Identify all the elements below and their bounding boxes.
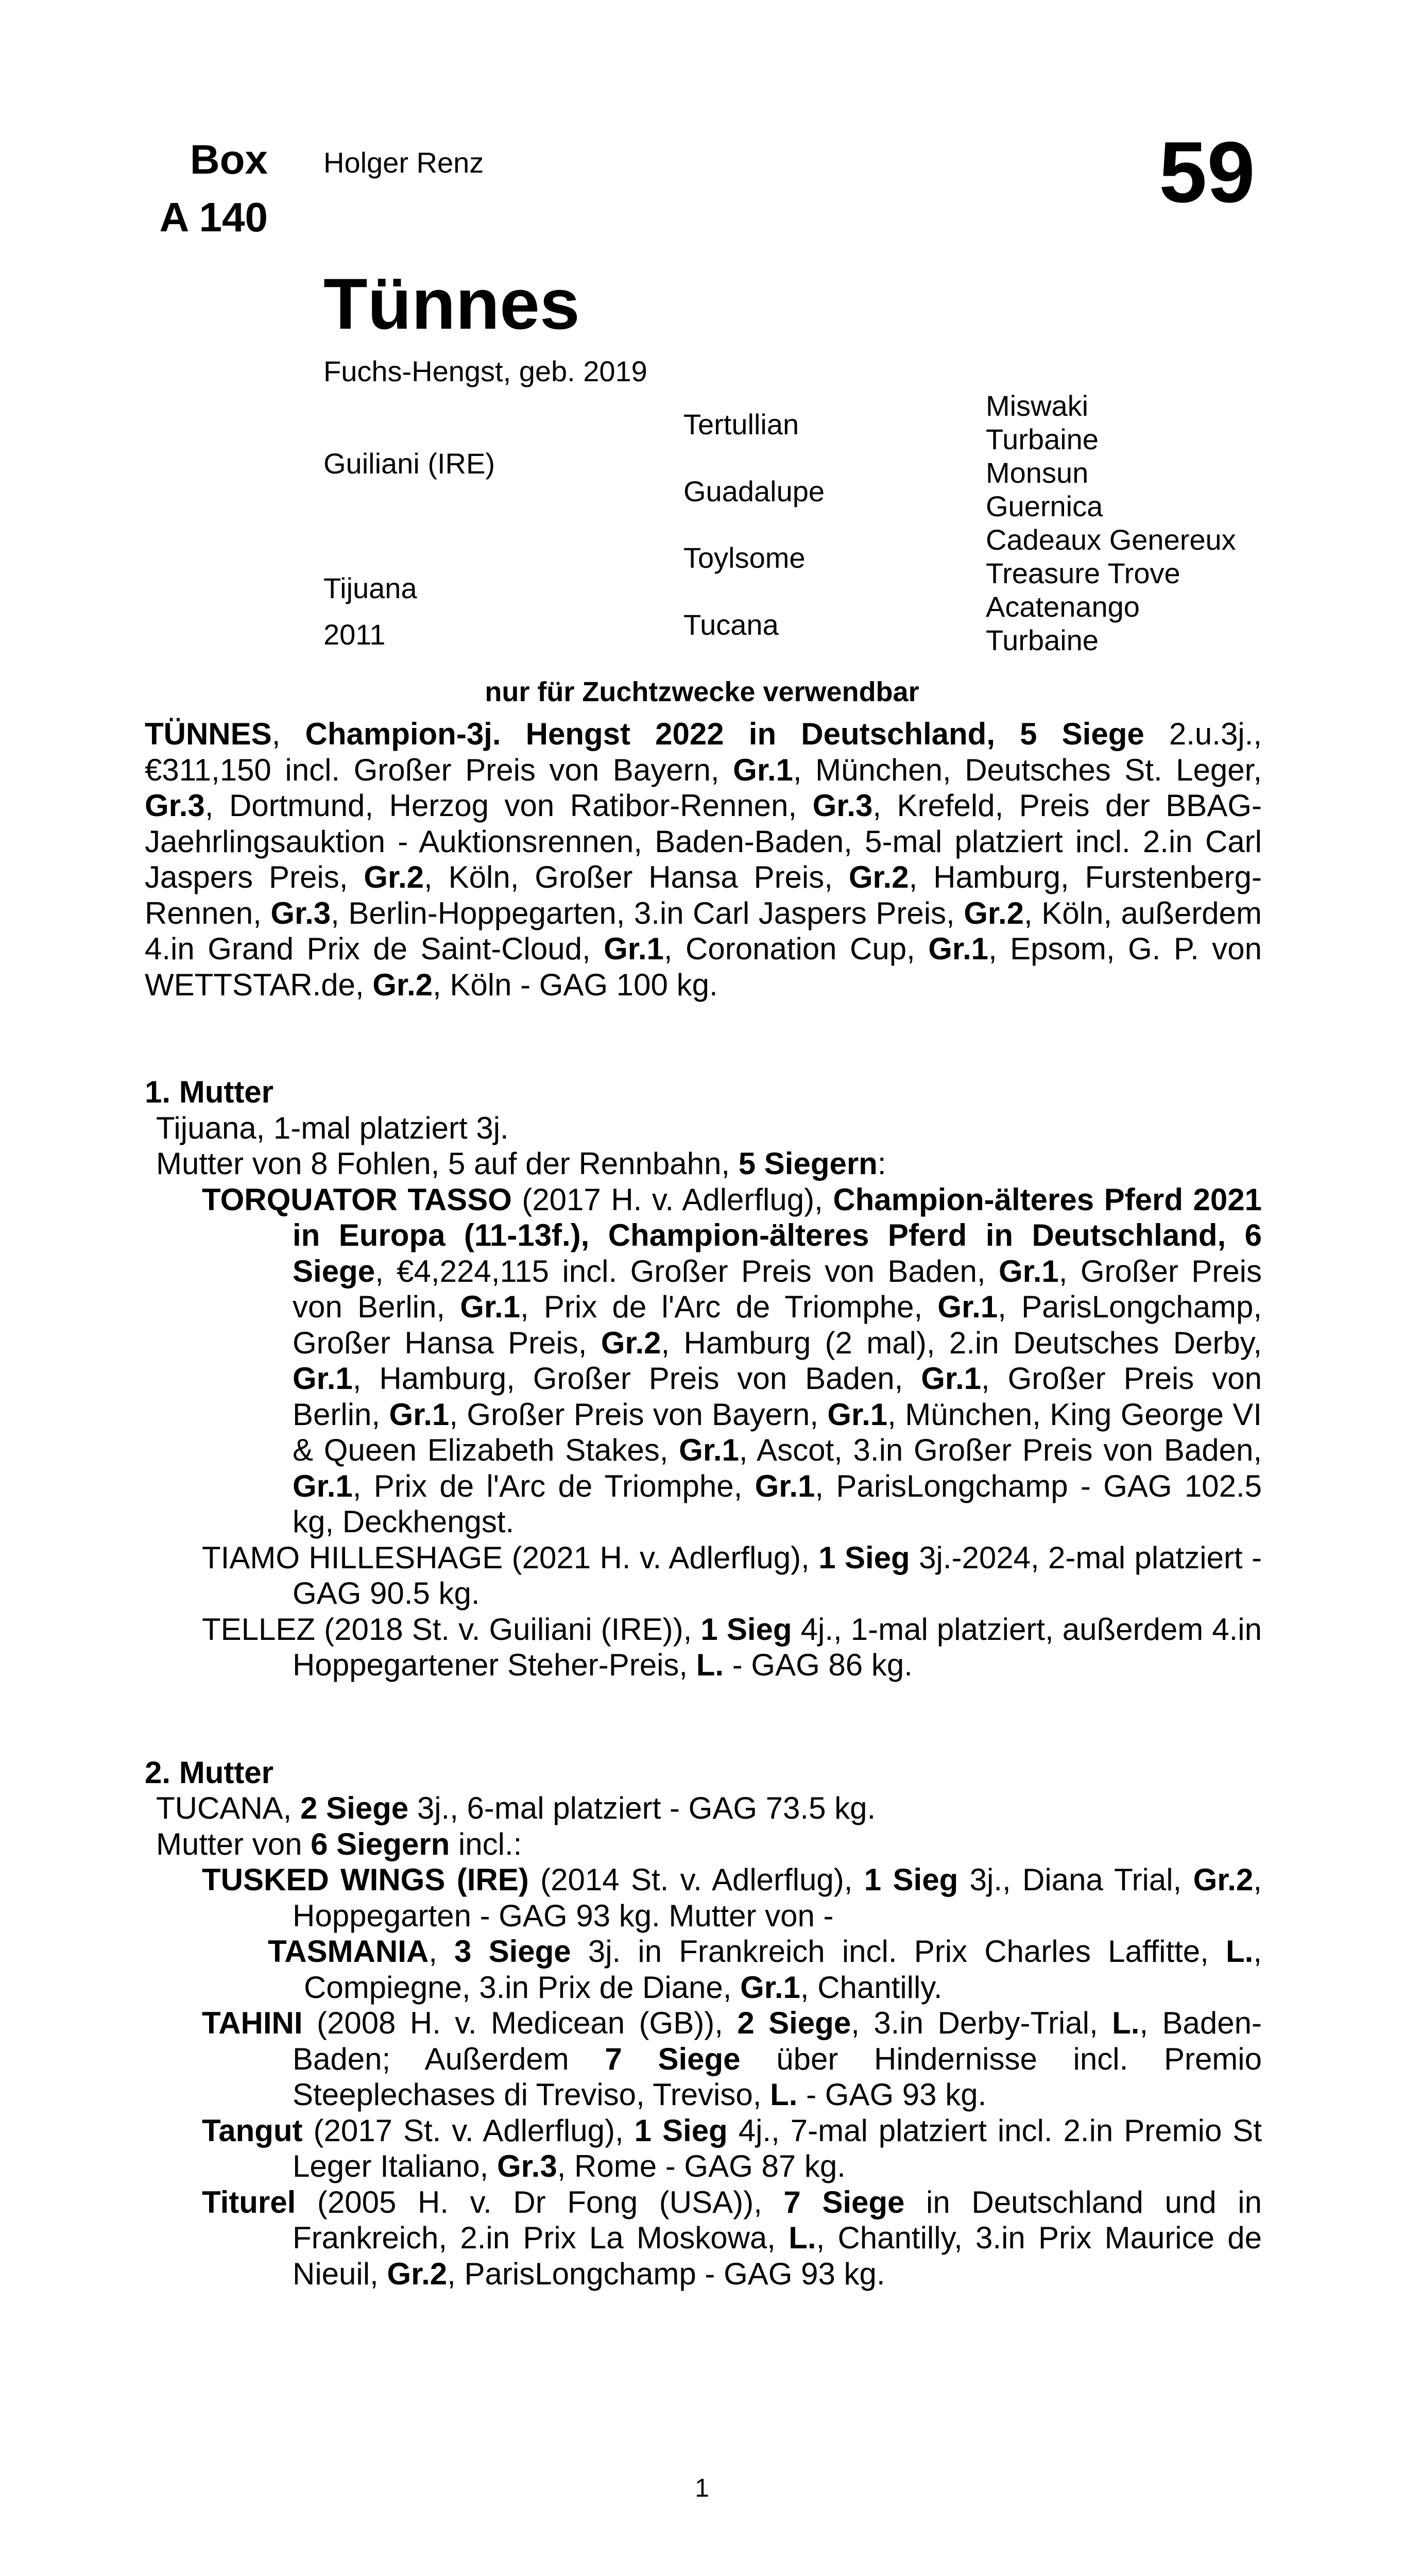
offspring-entry — [145, 1182, 1262, 1540]
pedigree-gen3: Turbaine — [986, 423, 1099, 455]
text: in Deutschland und in Frankreich, 2.in Prix La Moskowa, — [293, 2184, 1262, 2255]
bold-text: 3 Siege — [454, 1934, 571, 1969]
text: - GAG 93 kg. — [797, 2077, 987, 2112]
dam-summary — [145, 1790, 1262, 1826]
text: (2005 H. v. Dr Fong (USA)), — [296, 2184, 784, 2219]
dam-summary — [145, 1110, 1262, 1146]
bold-text: Gr.1 — [740, 1970, 800, 2005]
bold-text: Gr.1 — [755, 1468, 815, 1503]
bold-text: L. — [1112, 2006, 1140, 2040]
text: , Chantilly. — [800, 1970, 943, 2005]
offspring-entry — [145, 1862, 1262, 1934]
text: 4j., 7-mal platziert incl. 2.in Premio St Leger Italiano, — [293, 2113, 1262, 2183]
text: 3j., 6-mal platziert - GAG 73.5 kg. — [408, 1791, 876, 1825]
text: , Berlin-Hoppegarten, 3.in Carl Jaspers Preis, — [331, 895, 964, 930]
pedigree-dam: Tijuana — [323, 572, 417, 604]
text: 3j.-2024, 2-mal platziert - GAG 90.5 kg. — [293, 1540, 1262, 1611]
text: , €4,224,115 incl. Großer Preis von Baden, — [375, 1253, 999, 1289]
bold-text: Gr.2 — [1193, 1862, 1254, 1897]
bold-text: Gr.2 — [364, 860, 424, 894]
bold-text: Gr.1 — [293, 1468, 353, 1503]
text: , Großer Preis von Bayern, — [449, 1397, 828, 1432]
bold-text: Gr.1 — [827, 1397, 888, 1432]
text: , Köln - GAG 100 kg. — [433, 967, 718, 1002]
bold-text: TUSKED WINGS (IRE) — [202, 1862, 529, 1897]
bold-text: Gr.3 — [496, 2149, 557, 2183]
offspring-entry — [145, 1612, 1262, 1683]
text: 3j. in Frankreich incl. Prix Charles Laffitte, — [571, 1934, 1226, 1969]
text: TELLEZ (2018 St. v. Guiliani (IRE)), — [202, 1612, 701, 1647]
text: 3j., Diana Trial, — [958, 1862, 1193, 1897]
bold-text: L. — [770, 2077, 798, 2112]
text: , ParisLongchamp - GAG 93 kg. — [447, 2256, 885, 2291]
text: , Köln, Großer Hansa Preis, — [424, 860, 849, 894]
bold-text: Gr.1 — [937, 1290, 998, 1324]
horse-description: Fuchs-Hengst, geb. 2019 — [323, 355, 647, 387]
text: (2017 St. v. Adlerflug), — [302, 2113, 635, 2148]
text: 4j., 1-mal platziert, außerdem 4.in Hoppegartener Steher-Preis, — [293, 1612, 1262, 1682]
pedigree-gen3: Acatenango — [986, 590, 1140, 623]
pedigree-sire: Guiliani (IRE) — [323, 447, 495, 480]
bold-text: Champion-3j. Hengst 2022 in Deutschland, 5 Siege — [305, 717, 1144, 751]
bold-text: Gr.2 — [964, 895, 1024, 930]
bold-text: Gr.1 — [604, 931, 664, 966]
bold-text: 1 Sieg — [634, 2113, 728, 2148]
offspring-entry — [145, 2005, 1262, 2113]
section-heading — [145, 1074, 1262, 1110]
bold-text: L. — [1226, 1934, 1254, 1969]
text: , Prix de l'Arc de Triomphe, — [352, 1468, 755, 1503]
text: , Coronation Cup, — [663, 931, 929, 966]
text: Mutter von 8 Fohlen, 5 auf der Rennbahn, — [156, 1146, 739, 1181]
bold-text: L. — [696, 1648, 724, 1682]
horse-summary — [145, 716, 1262, 1003]
bold-text: Gr.3 — [812, 788, 873, 823]
bold-text: Gr.3 — [145, 788, 205, 823]
text: , Hoppegarten - GAG 93 kg. Mutter von - — [293, 1862, 1262, 1933]
text: , ParisLongchamp - GAG 102.5 kg, Deckhengst. — [293, 1468, 1262, 1539]
section-heading — [145, 1755, 1262, 1791]
bold-text: Gr.1 — [679, 1433, 739, 1467]
bold-text: Gr.1 — [460, 1290, 521, 1324]
bold-text: 7 Siege — [605, 2041, 741, 2076]
text: , München, Deutsches St. Leger, — [793, 752, 1262, 787]
text: , — [429, 1934, 455, 1969]
bold-text: 2. Mutter — [145, 1755, 274, 1790]
box-number: A 140 — [159, 194, 268, 240]
text: , Krefeld, Preis der BBAG-Jaehrlingsauktion - Auktionsrennen, Baden-Baden, 5-mal platziert incl. 2.in Carl Jaspers Preis, — [145, 788, 1262, 894]
bold-text: Gr.1 — [921, 1361, 981, 1396]
pedigree-gen3: Cadeaux Genereux — [986, 523, 1236, 556]
pedigree-dam-sire: Toylsome — [683, 541, 806, 574]
text: , Ascot, 3.in Großer Preis von Baden, — [739, 1433, 1262, 1467]
text: (2014 St. v. Adlerflug), — [528, 1862, 864, 1897]
pedigree-gen3: Guernica — [986, 490, 1103, 522]
text: , Rome - GAG 87 kg. — [557, 2149, 846, 2183]
text: (2017 H. v. Adlerflug), — [511, 1182, 833, 1217]
offspring-entry — [145, 1540, 1262, 1612]
text: , München, King George VI & Queen Elizabeth Stakes, — [293, 1397, 1262, 1467]
owner-name: Holger Renz — [323, 146, 484, 179]
text: , Großer Preis von Berlin, — [293, 1253, 1262, 1324]
text: , Compiegne, 3.in Prix de Diane, — [304, 1934, 1262, 2005]
text: incl.: — [450, 1826, 522, 1861]
bold-text: 7 Siege — [783, 2184, 905, 2219]
bold-text: Gr.1 — [928, 931, 988, 966]
text: : — [877, 1146, 886, 1181]
text: , Hamburg (2 mal), 2.in Deutsches Derby, — [661, 1325, 1262, 1360]
offspring-entry — [145, 2184, 1262, 2292]
text: , — [271, 717, 305, 751]
bold-text: Gr.3 — [270, 895, 331, 930]
text: - GAG 86 kg. — [724, 1648, 913, 1682]
bold-text: Gr.2 — [601, 1325, 661, 1360]
pedigree-gen3: Turbaine — [986, 624, 1099, 656]
bold-text: Gr.1 — [293, 1361, 353, 1396]
breeding-note: nur für Zuchtzwecke verwendbar — [485, 676, 919, 707]
text: TIAMO HILLESHAGE (2021 H. v. Adlerflug), — [202, 1540, 819, 1575]
pedigree-dam-year: 2011 — [323, 618, 386, 651]
bold-text: TASMANIA — [268, 1934, 429, 1969]
lot-number: 59 — [1159, 124, 1255, 221]
page-number: 1 — [695, 2473, 709, 2502]
bold-text: Titurel — [202, 2184, 296, 2219]
text: , ParisLongchamp, Großer Hansa Preis, — [293, 1290, 1262, 1360]
bold-text: 2 Siege — [737, 2006, 851, 2040]
text: , Hamburg, Großer Preis von Baden, — [352, 1361, 921, 1396]
horse-name: Tünnes — [323, 263, 580, 344]
text: (2008 H. v. Medicean (GB)), — [302, 2006, 738, 2040]
bold-text: TAHINI — [202, 2006, 303, 2040]
text: TUCANA, — [156, 1791, 301, 1825]
bold-text: TORQUATOR TASSO — [202, 1182, 512, 1217]
bold-text: 2 Siege — [300, 1791, 409, 1825]
text: , Prix de l'Arc de Triomphe, — [520, 1290, 938, 1324]
bold-text: 5 Siegern — [738, 1146, 878, 1181]
pedigree-gen3: Monsun — [986, 456, 1089, 489]
pedigree-sire-dam: Guadalupe — [683, 475, 825, 507]
pedigree-dam-dam: Tucana — [683, 608, 779, 641]
bold-text: 1 Sieg — [700, 1612, 792, 1647]
text: Mutter von — [156, 1826, 311, 1861]
pedigree-gen3: Treasure Trove — [986, 557, 1180, 589]
bold-text: Gr.2 — [372, 967, 433, 1002]
bold-text: Gr.2 — [848, 860, 909, 894]
bold-text: 6 Siegern — [311, 1826, 450, 1861]
bold-text: 1 Sieg — [818, 1540, 910, 1575]
offspring-entry — [145, 2113, 1262, 2184]
bold-text: Gr.1 — [998, 1253, 1059, 1289]
text: über Hindernisse incl. Premio Steeplechases di Treviso, Treviso, — [293, 2041, 1262, 2112]
bold-text: L. — [789, 2221, 816, 2255]
text: Tijuana, 1-mal platziert 3j. — [156, 1110, 509, 1145]
bold-text: Tangut — [202, 2113, 303, 2148]
bold-text: Champion-älteres Pferd 2021 in Europa (11-13f.), Champion-älteres Pferd in Deutschland, 6 Siege — [293, 1182, 1262, 1289]
bold-text: 1 Sieg — [864, 1862, 958, 1897]
pedigree-gen3: Miswaki — [986, 389, 1089, 422]
grand-offspring-entry — [145, 1934, 1262, 2005]
text: , Baden-Baden; Außerdem — [293, 2006, 1262, 2076]
text: , Hamburg, Furstenberg-Rennen, — [145, 860, 1262, 930]
text: , Chantilly, 3.in Prix Maurice de Nieuil, — [293, 2221, 1262, 2291]
text: , Köln, außerdem 4.in Grand Prix de Saint-Cloud, — [145, 895, 1262, 966]
pedigree-sire-sire: Tertullian — [683, 408, 799, 440]
bold-text: Gr.1 — [733, 752, 793, 787]
dam-summary — [145, 1146, 1262, 1182]
bold-text: TÜNNES — [145, 717, 272, 751]
text: , Dortmund, Herzog von Ratibor-Rennen, — [204, 788, 813, 823]
bold-text: Gr.2 — [387, 2256, 448, 2291]
box-label: Box — [190, 137, 268, 182]
bold-text: Gr.1 — [389, 1397, 450, 1432]
text: 2.u.3j., €311,150 incl. Großer Preis von Bayern, — [145, 717, 1262, 787]
race-record-body — [145, 716, 1262, 2292]
text: , Epsom, G. P. von WETTSTAR.de, — [145, 931, 1262, 1002]
dam-summary — [145, 1826, 1262, 1862]
bold-text: 1. Mutter — [145, 1075, 274, 1109]
text: , 3.in Derby-Trial, — [851, 2006, 1112, 2040]
text: , Großer Preis von Berlin, — [293, 1361, 1262, 1432]
